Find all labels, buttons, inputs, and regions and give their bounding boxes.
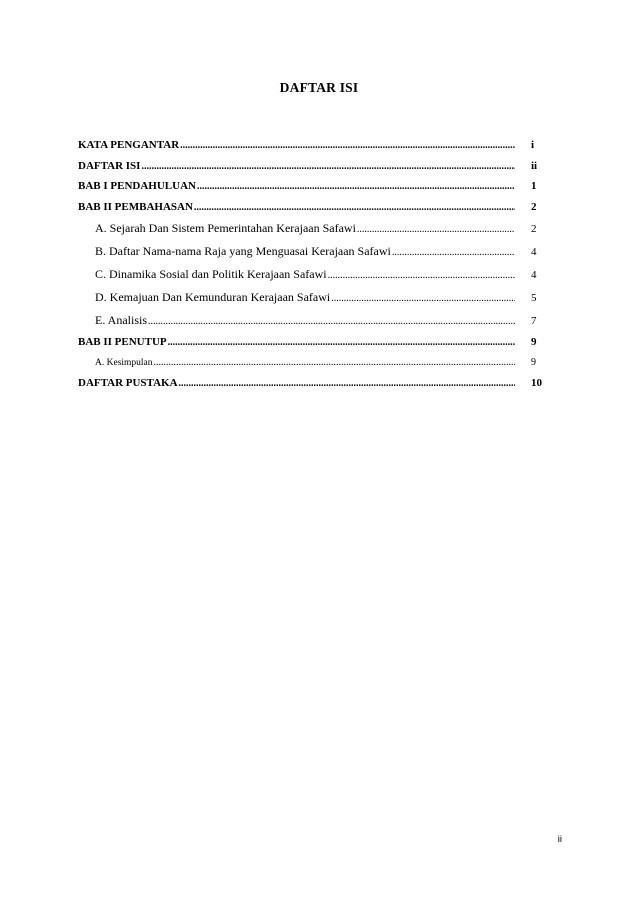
toc-entry-page: 1 [531,180,537,192]
toc-entry-kata-pengantar[interactable] [78,135,553,156]
toc-entry-label: DAFTAR PUSTAKA [78,377,178,389]
toc-entry-label: A. Kesimpulan [95,357,153,368]
toc-entry-page: 9 [531,336,537,348]
toc-entry-label: KATA PENGANTAR [78,139,180,151]
dot-leader [141,156,515,178]
toc-entry-label: BAB I PENDAHULUAN [78,180,196,192]
toc-entry-page: 4 [531,269,537,281]
toc-entry-daftar-isi[interactable] [78,156,553,177]
table-of-contents [78,135,553,394]
toc-entry-label: BAB II PENUTUP [78,336,167,348]
dot-leader [197,176,515,198]
page-title: DAFTAR ISI [279,80,359,95]
page-number: ii [557,834,562,845]
dot-leader [168,332,515,354]
dot-leader [194,197,515,219]
dot-leader [328,263,515,287]
toc-entry-label: A. Sejarah Dan Sistem Pemerintahan Kerajaan Safawi [95,221,356,235]
toc-entry-analisis[interactable] [78,309,553,332]
toc-entry-page: 7 [531,315,537,327]
dot-leader [357,217,515,241]
toc-entry-page: i [531,139,535,151]
toc-entry-label: C. Dinamika Sosial dan Politik Kerajaan Safawi [95,267,327,281]
toc-entry-kemajuan[interactable] [78,286,553,309]
toc-entry-page: 4 [531,246,537,258]
toc-entry-label: E. Analisis [95,313,148,327]
toc-entry-label: D. Kemajuan Dan Kemunduran Kerajaan Safawi [95,290,331,304]
dot-leader [148,309,515,333]
dot-leader [179,373,515,395]
toc-entry-page: ii [531,159,538,172]
dot-leader [154,353,515,374]
dot-leader [392,240,515,264]
toc-entry-sejarah[interactable] [78,217,553,240]
toc-entry-label: DAFTAR ISI [78,159,141,172]
toc-entry-penutup[interactable] [78,332,553,353]
toc-entry-dinamika[interactable] [78,263,553,286]
toc-entry-kesimpulan[interactable] [78,353,553,374]
toc-entry-label: BAB II PEMBAHASAN [78,200,193,213]
toc-entry-daftar-raja[interactable] [78,240,553,263]
toc-entry-bab-2[interactable] [78,197,553,218]
toc-entry-page: 9 [531,356,536,368]
toc-entry-page: 2 [531,200,537,213]
dot-leader [180,135,515,157]
toc-entry-bab-1[interactable] [78,176,553,197]
toc-entry-page: 2 [531,223,537,235]
toc-entry-label: B. Daftar Nama-nama Raja yang Menguasai Kerajaan Safawi [95,244,391,258]
toc-entry-page: 5 [531,292,537,304]
dot-leader [331,286,515,310]
toc-entry-daftar-pustaka[interactable] [78,373,553,394]
toc-entry-page: 10 [531,377,542,389]
